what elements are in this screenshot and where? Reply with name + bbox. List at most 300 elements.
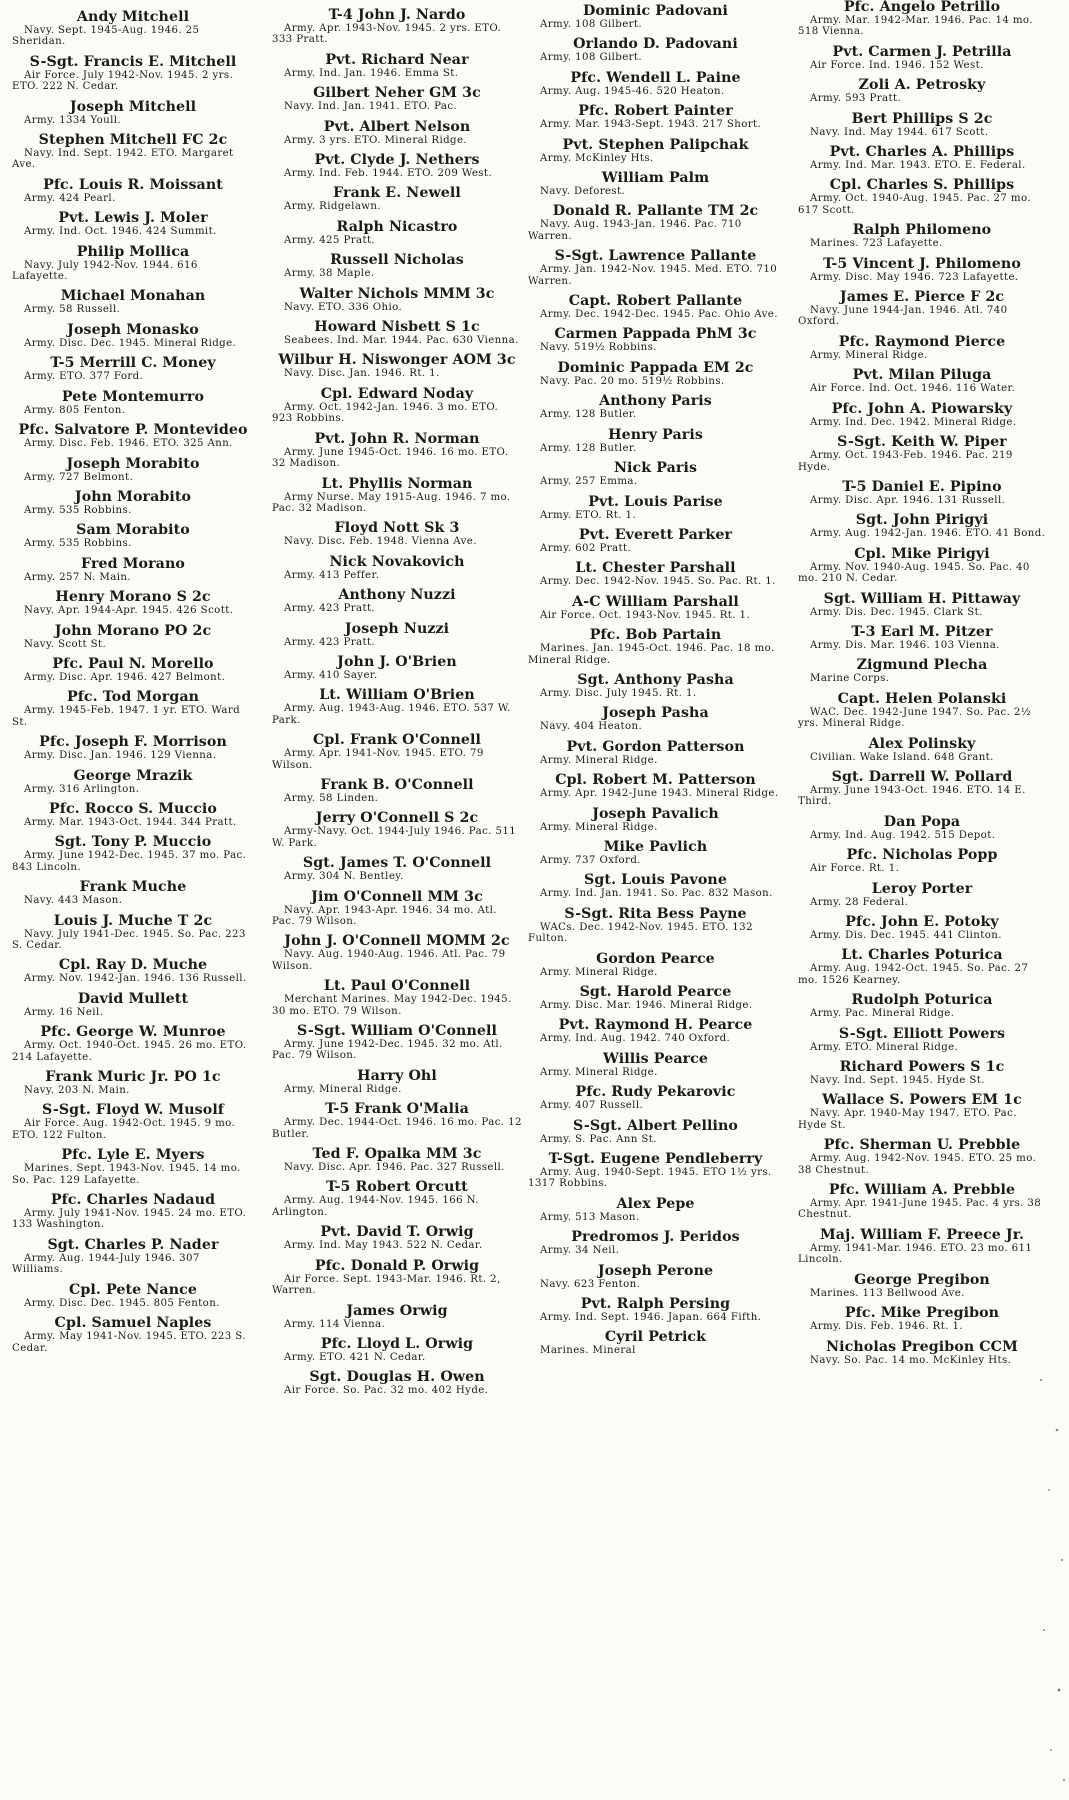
roster-entry [528, 807, 783, 833]
entry-details: Army. Disc. Dec. 1945. 805 Fenton. [24, 1297, 220, 1309]
entry-name: John J. O'Connell MOMM 2c [284, 933, 510, 950]
roster-entry [798, 1273, 1046, 1299]
roster-entry [272, 387, 522, 425]
entry-name: John J. O'Brien [337, 653, 457, 670]
entry-details: Navy. Apr. 1940-May 1947. ETO. Pac. Hyde St. [798, 1108, 1017, 1131]
roster-entry [528, 740, 783, 766]
entry-details: Army. 108 Gilbert. [540, 19, 643, 30]
roster-entry [798, 290, 1046, 328]
entry-details: Army. 593 Pratt. [810, 93, 902, 105]
roster-entry [528, 1264, 783, 1290]
roster-entry [12, 735, 254, 761]
entry-details: Air Force. Ind. 1946. 152 West. [810, 59, 984, 71]
entry-name: Carmen Pappada PhM 3c [554, 326, 757, 343]
entry-details: Army. Dec. 1942-Nov. 1945. So. Pac. Rt. 1. [540, 576, 776, 588]
roster-entry [798, 915, 1046, 941]
entry-details: Army. Oct. 1940-Aug. 1945. Pac. 27 mo. 617 Scott. [798, 193, 1031, 216]
entry-name: T-5 Robert Orcutt [326, 1179, 468, 1196]
entry-details: Army. June 1943-Oct. 1946. ETO. 14 E. Third. [798, 784, 1026, 808]
entry-details: Army. June 1942-Dec. 1945. 37 mo. Pac. 843 Lincoln. [12, 850, 247, 873]
roster-entry [272, 979, 522, 1017]
roster-entry [528, 907, 783, 945]
roster-entry [12, 1025, 254, 1063]
entry-details: Army. 114 Vienna. [284, 1318, 386, 1330]
entry-details: Army. Mar. 1943-Sept. 1943. 217 Short. [540, 119, 762, 131]
roster-entry [528, 204, 783, 242]
entry-details: Army. Ind. Aug. 1942. 515 Depot. [810, 829, 996, 841]
entry-name: Anthony Paris [599, 393, 712, 410]
entry-details: Army. ETO. Mineral Ridge. [810, 1041, 959, 1053]
roster-entry [272, 1102, 522, 1140]
roster-entry [272, 153, 522, 179]
roster-entry [528, 294, 783, 320]
entry-name: Louis J. Muche T 2c [53, 912, 213, 929]
entry-name: Cpl. Mike Pirigyi [854, 545, 990, 562]
entry-details: Army-Navy. Oct. 1944-July 1946. Pac. 511 W. Park. [272, 826, 517, 849]
entry-details: Navy. So. Pac. 14 mo. McKinley Hts. [810, 1354, 1012, 1366]
entry-name: Pvt. David T. Orwig [320, 1224, 474, 1241]
entry-name: Sgt. Darrell W. Pollard [831, 768, 1013, 785]
roster-entry [798, 223, 1046, 249]
roster-entry [272, 1337, 522, 1363]
roster-entry [798, 1093, 1046, 1131]
entry-name: Pvt. Albert Nelson [323, 118, 471, 135]
roster-entry [272, 934, 522, 972]
entry-details: Army. Aug. 1945-46. 520 Heaton. [540, 85, 725, 97]
entry-details: Army. Oct. 1943-Feb. 1946. Pac. 219 Hyde. [798, 450, 1013, 473]
roster-entry [528, 1018, 783, 1044]
entry-name: Zoli A. Petrosky [858, 77, 986, 94]
entry-details: Army. 3 yrs. ETO. Mineral Ridge. [284, 134, 468, 146]
entry-details: Army. Disc. Apr. 1946. 427 Belmont. [24, 671, 226, 683]
entry-name: Russell Nicholas [330, 252, 464, 269]
roster-entry [272, 655, 522, 681]
entry-name: William Palm [601, 170, 710, 187]
entry-name: Pfc. Mike Pregibon [844, 1305, 1000, 1322]
entry-name: Walter Nichols MMM 3c [299, 285, 495, 302]
entry-name: Alex Polinsky [868, 735, 976, 752]
entry-name: Pfc. Robert Painter [578, 103, 733, 120]
entry-details: Navy. Sept. 1945-Aug. 1946. 25 Sheridan. [12, 25, 200, 48]
roster-entry [12, 835, 254, 873]
entry-details: WACs. Dec. 1942-Nov. 1945. ETO. 132 Fulton. [528, 921, 753, 945]
entry-name: Nick Paris [613, 460, 698, 477]
roster-entry [272, 86, 522, 112]
roster-entry [798, 770, 1046, 808]
entry-name: Pete Montemurro [61, 388, 205, 405]
entry-name: Sgt. Louis Pavone [584, 872, 727, 889]
entry-details: Merchant Marines. May 1942-Dec. 1945. 30 mo. ETO. 79 Wilson. [272, 994, 512, 1017]
entry-name: Leroy Porter [871, 880, 973, 897]
entry-details: Navy. 203 N. Main. [24, 1085, 130, 1097]
entry-name: Ralph Nicastro [336, 218, 458, 235]
entry-name: Floyd Nott Sk 3 [334, 520, 460, 537]
roster-entry [12, 523, 254, 549]
entry-name: Sgt. Harold Pearce [579, 984, 732, 1000]
roster-entry [528, 595, 783, 621]
entry-details: Army. 128 Butler. [540, 442, 637, 454]
entry-details: Army. Mar. 1943-Oct. 1944. 344 Pratt. [24, 816, 237, 828]
roster-entry [798, 1027, 1046, 1053]
entry-details: Army Nurse. May 1915-Aug. 1946. 7 mo. Pac. 32 Madison. [272, 491, 511, 514]
entry-details: Navy. 443 Mason. [24, 895, 123, 907]
entry-details: Army. 805 Fenton. [24, 404, 126, 416]
entry-name: Bert Phillips S 2c [851, 110, 993, 127]
entry-name: Capt. Robert Pallante [568, 293, 743, 310]
roster-entry [272, 120, 522, 146]
entry-name: Cpl. Ray D. Muche [58, 957, 208, 974]
entry-name: Frank E. Newell [333, 185, 461, 202]
entry-details: Army. Ind. Jan. 1941. So. Pac. 832 Mason. [540, 888, 773, 900]
entry-name: Joseph Perone [597, 1262, 714, 1279]
roster-entry [528, 840, 783, 866]
entry-details: Navy. Aug. 1940-Aug. 1946. Atl. Pac. 79 Wilson. [272, 949, 506, 972]
roster-entry [12, 958, 254, 984]
entry-name: Joseph Monasko [67, 321, 199, 338]
entry-name: Joseph Mitchell [69, 98, 197, 115]
entry-name: S-Sgt. Albert Pellino [573, 1117, 738, 1134]
entry-name: Pfc. Nicholas Popp [846, 847, 998, 864]
entry-details: Army. Dis. Dec. 1945. Clark St. [810, 606, 983, 618]
entry-details: Marines. 723 Lafayette. [810, 238, 943, 250]
roster-entry [272, 220, 522, 246]
entry-name: T-3 Earl M. Pitzer [851, 623, 993, 640]
entry-details: Army. ETO. 377 Ford. [24, 371, 144, 383]
roster-entry [272, 1259, 522, 1297]
roster-entry [798, 435, 1046, 473]
roster-entry [12, 590, 254, 616]
roster-entry [272, 1370, 522, 1396]
roster-entry [798, 513, 1046, 539]
roster-entry [12, 490, 254, 516]
roster-entry [528, 1230, 783, 1256]
entry-details: Marines. Jan. 1945-Oct. 1946. Pac. 18 mo. Mineral Ridge. [528, 643, 775, 666]
entry-details: Army. 1941-Mar. 1946. ETO. 23 mo. 611 Lincoln. [798, 1242, 1033, 1266]
entry-details: Army. Disc. May 1946. 723 Lafayette. [810, 271, 1019, 283]
entry-details: Navy. Disc. Jan. 1946. Rt. 1. [284, 368, 440, 380]
roster-entry [12, 769, 254, 795]
entry-name: Pvt. Lewis J. Moler [58, 210, 208, 227]
entry-details: Army. Aug. 1944-Nov. 1945. 166 N. Arlington. [272, 1195, 479, 1218]
entry-details: Army. Aug. 1943-Aug. 1946. ETO. 537 W. Park. [272, 703, 511, 726]
entry-details: Army. Dec. 1942-Dec. 1945. Pac. Ohio Ave. [540, 309, 778, 321]
roster-entry [528, 327, 783, 353]
roster-entry [272, 1304, 522, 1330]
roster-entry [528, 628, 783, 666]
roster-entry [272, 1225, 522, 1251]
roster-entry [798, 257, 1046, 283]
roster-entry [272, 555, 522, 581]
entry-name: Pfc. Salvatore P. Montevideo [18, 422, 248, 439]
entry-name: Donald R. Pallante TM 2c [552, 203, 759, 220]
entry-name: S-Sgt. Keith W. Piper [837, 434, 1007, 451]
entry-details: Army. Dis. Dec. 1945. 441 Clinton. [810, 930, 1002, 941]
entry-details: Army. Disc. Jan. 1946. 129 Vienna. [24, 750, 217, 762]
roster-entry [798, 1228, 1046, 1266]
entry-name: Pvt. Stephen Palipchak [562, 136, 749, 153]
entry-details: Army. Disc. Apr. 1946. 131 Russell. [810, 494, 1006, 506]
entry-name: T-Sgt. Eugene Pendleberry [548, 1151, 763, 1168]
entry-details: Army. Ridgelawn. [284, 201, 382, 213]
entry-details: Army. Nov. 1942-Jan. 1946. 136 Russell. [24, 973, 247, 985]
entry-name: S-Sgt. William O'Connell [297, 1023, 497, 1040]
entry-details: Air Force. Rt. 1. [810, 863, 900, 875]
roster-entry [528, 394, 783, 420]
entry-details: Air Force. So. Pac. 32 mo. 402 Hyde. [284, 1385, 489, 1397]
entry-name: Pfc. Charles Nadaud [50, 1192, 216, 1209]
roster-entry [12, 1148, 254, 1186]
roster-entry [528, 138, 783, 164]
entry-details: Army. 304 N. Bentley. [284, 871, 404, 883]
roster-entry [528, 4, 783, 30]
roster-entry [798, 592, 1046, 618]
entry-details: Army. 38 Maple. [284, 268, 375, 280]
entry-name: Willis Pearce [602, 1050, 709, 1067]
roster-entry [528, 1330, 783, 1356]
entry-name: Pfc. Angelo Petrillo [843, 0, 1001, 15]
roster-entry [528, 985, 783, 1011]
roster-entry [798, 112, 1046, 138]
entry-name: Pfc. John A. Piowarsky [831, 400, 1013, 417]
roster-entry [12, 178, 254, 204]
roster-entry [798, 178, 1046, 216]
entry-details: Army. 316 Arlington. [24, 783, 140, 795]
entry-details: Army. 410 Sayer. [284, 669, 378, 681]
entry-details: Army. June 1942-Dec. 1945. 32 mo. Atl. Pac. 79 Wilson. [272, 1039, 503, 1062]
roster-entry [12, 1238, 254, 1276]
roster-entry [798, 1183, 1046, 1221]
entry-details: Army. 602 Pratt. [540, 542, 632, 554]
roster-entry [12, 914, 254, 952]
entry-details: Army. Ind. Oct. 1946. 424 Summit. [24, 226, 217, 238]
entry-details: Army. 425 Pratt. [284, 234, 376, 246]
entry-details: Army. Apr. 1943-Nov. 1945. 2 yrs. ETO. 333 Pratt. [272, 23, 502, 46]
entry-details: Army. 727 Belmont. [24, 471, 134, 483]
roster-entry [12, 133, 254, 171]
entry-name: Lt. Chester Parshall [575, 560, 736, 577]
roster-entry [528, 37, 783, 63]
roster-entry [528, 706, 783, 732]
roster-entry [12, 390, 254, 416]
entry-details: Marines. Mineral [540, 1345, 636, 1357]
roster-entry [12, 245, 254, 283]
entry-details: Army. 257 N. Main. [24, 571, 131, 583]
roster-entry [798, 815, 1046, 841]
entry-name: John Morano PO 2c [54, 622, 212, 639]
entry-details: Army. Mineral Ridge. [540, 1066, 658, 1078]
roster-entry [12, 100, 254, 126]
entry-details: Army. Nov. 1940-Aug. 1945. So. Pac. 40 mo. 210 N. Cedar. [798, 561, 1030, 585]
roster-entry [272, 477, 522, 515]
entry-details: Army. Ind. May 1943. 522 N. Cedar. [284, 1240, 483, 1252]
entry-details: Army. Disc. Mar. 1946. Mineral Ridge. [540, 1000, 753, 1011]
entry-details: Navy. 404 Heaton. [540, 721, 643, 733]
entry-name: Capt. Helen Polanski [837, 690, 1007, 707]
entry-name: Pvt. Louis Parise [588, 493, 723, 510]
entry-name: Rudolph Poturica [851, 992, 993, 1009]
roster-entry [272, 53, 522, 79]
entry-details: Army. 58 Linden. [284, 792, 379, 804]
entry-name: S-Sgt. Floyd W. Musolf [41, 1102, 225, 1119]
entry-details: Army. Mineral Ridge. [810, 349, 928, 361]
entry-name: Joseph Nuzzi [344, 620, 450, 637]
roster-entry [528, 1152, 783, 1190]
roster-entry [528, 1297, 783, 1323]
entry-name: Richard Powers S 1c [839, 1059, 1005, 1076]
entry-name: S-Sgt. Francis E. Mitchell [29, 53, 237, 70]
roster-entry [12, 624, 254, 650]
roster-entry [272, 811, 522, 849]
entry-name: Pfc. Tod Morgan [66, 689, 200, 706]
entry-name: Michael Monahan [60, 288, 206, 305]
entry-name: Lt. Phyllis Norman [321, 475, 473, 492]
entry-name: Sgt. James T. O'Connell [302, 855, 492, 872]
entry-name: Sgt. Charles P. Nader [47, 1236, 219, 1253]
entry-name: Pfc. Paul N. Morello [52, 655, 214, 672]
entry-details: Navy. Scott St. [24, 638, 107, 650]
roster-entry [798, 402, 1046, 428]
roster-entry [12, 880, 254, 906]
entry-name: T-5 Vincent J. Philomeno [823, 255, 1021, 272]
roster-entry [12, 690, 254, 728]
entry-name: Joseph Pavalich [592, 805, 719, 822]
entry-details: Army. Ind. Sept. 1946. Japan. 664 Fifth. [540, 1312, 762, 1324]
entry-details: Army. Disc. Dec. 1945. Mineral Ridge. [24, 337, 237, 349]
entry-name: Henry Paris [608, 426, 703, 443]
entry-details: Army. 1334 Youll. [24, 114, 122, 126]
entry-name: Pvt. Ralph Persing [580, 1296, 731, 1313]
paper-speckle-texture [1029, 1350, 1069, 1800]
entry-name: Frank Muric Jr. PO 1c [45, 1069, 221, 1086]
entry-details: Navy. Pac. 20 mo. 519½ Robbins. [540, 375, 725, 387]
entry-details: Army. ETO. 421 N. Cedar. [284, 1351, 426, 1363]
entry-details: Army. 257 Emma. [540, 476, 638, 488]
entry-details: Army. Mineral Ridge. [540, 821, 658, 833]
entry-name: Pfc. Joseph F. Morrison [39, 734, 227, 751]
roster-entry [528, 495, 783, 521]
entry-details: Army. 424 Pearl. [24, 192, 116, 204]
entry-name: Jerry O'Connell S 2c [315, 810, 479, 827]
entry-name: Anthony Nuzzi [338, 587, 456, 604]
entry-name: Cpl. Samuel Naples [54, 1315, 212, 1332]
entry-name: Pfc. Rocco S. Muccio [49, 800, 217, 817]
entry-details: Army. 1945-Feb. 1947. 1 yr. ETO. Ward St. [12, 705, 241, 728]
roster-entry [12, 1316, 254, 1354]
entry-name: Pfc. Lyle E. Myers [61, 1147, 205, 1164]
roster-entry [528, 952, 783, 978]
entry-name: James Orwig [346, 1302, 448, 1319]
entry-name: Pfc. Raymond Pierce [838, 333, 1006, 350]
entry-details: Air Force. Sept. 1943-Mar. 1946. Rt. 2, Warren. [272, 1273, 501, 1297]
entry-details: Navy. Ind. May 1944. 617 Scott. [810, 126, 989, 138]
roster-entry [798, 1060, 1046, 1086]
entry-details: Army. May 1941-Nov. 1945. ETO. 223 S. Cedar. [12, 1331, 246, 1354]
roster-entry [272, 688, 522, 726]
entry-name: Pfc. Louis R. Moissant [43, 176, 223, 193]
entry-details: Navy. Ind. Sept. 1945. Hyde St. [810, 1075, 985, 1087]
column-2 [272, 8, 522, 1404]
roster-entry [528, 873, 783, 899]
entry-details: Army. Aug. 1940-Sept. 1945. ETO 1½ yrs. 1317 Robbins. [528, 1167, 772, 1190]
entry-details: Army. 34 Neil. [540, 1245, 620, 1257]
roster-entry [272, 1180, 522, 1218]
roster-entry [528, 1197, 783, 1223]
entry-details: Navy. Disc. Feb. 1948. Vienna Ave. [284, 536, 477, 548]
entry-name: Lt. Charles Poturica [841, 947, 1003, 964]
entry-details: Army. Dis. Feb. 1946. Rt. 1. [810, 1321, 963, 1333]
entry-details: Navy. July 1941-Dec. 1945. So. Pac. 223 S. Cedar. [12, 928, 246, 951]
entry-details: Army. Ind. Mar. 1943. ETO. E. Federal. [810, 160, 1026, 172]
entry-name: Alex Pepe [616, 1195, 695, 1212]
entry-details: Army. Ind. Jan. 1946. Emma St. [284, 67, 459, 79]
entry-name: George Mrazik [73, 767, 193, 784]
entry-details: Air Force. Ind. Oct. 1946. 116 Water. [810, 383, 1016, 395]
roster-entry [12, 557, 254, 583]
entry-name: Lt. Paul O'Connell [323, 978, 471, 995]
roster-entry [12, 211, 254, 237]
entry-details: Army. 108 Gilbert. [540, 52, 643, 64]
entry-details: Army. Ind. Aug. 1942. 740 Oxford. [540, 1033, 731, 1045]
roster-entry [528, 1119, 783, 1145]
roster-entry [528, 461, 783, 487]
entry-details: Army. Mar. 1942-Mar. 1946. Pac. 14 mo. 518 Vienna. [798, 15, 1033, 38]
entry-name: Pvt. Gordon Patterson [566, 738, 745, 755]
entry-details: Navy. ETO. 336 Ohio. [284, 301, 403, 313]
entry-details: Army. Apr. 1942-June 1943. Mineral Ridge. [540, 788, 779, 800]
entry-name: Stephen Mitchell FC 2c [38, 132, 228, 149]
entry-name: Dominic Pappada EM 2c [557, 359, 754, 376]
entry-name: Nicholas Pregibon CCM [826, 1338, 1018, 1355]
roster-entry [12, 323, 254, 349]
roster-entry [528, 561, 783, 587]
entry-details: Army. McKinley Hts. [540, 152, 654, 164]
entry-details: Navy. Deforest. [540, 186, 626, 198]
entry-name: Pfc. Wendell L. Paine [570, 69, 741, 86]
roster-entry [272, 320, 522, 346]
entry-details: Army. 513 Mason. [540, 1211, 640, 1223]
roster-entry [798, 692, 1046, 730]
entry-name: Pfc. Sherman U. Prebble [823, 1137, 1021, 1154]
entry-name: Howard Nisbett S 1c [314, 319, 480, 336]
entry-details: Army. Pac. Mineral Ridge. [810, 1008, 955, 1020]
entry-name: Sgt. Anthony Pasha [577, 671, 734, 688]
entry-details: Army. Ind. Feb. 1944. ETO. 209 West. [284, 168, 493, 180]
roster-entry [272, 1147, 522, 1173]
entry-name: Pvt. John R. Norman [314, 430, 480, 447]
roster-entry [12, 657, 254, 683]
entry-details: Seabees. Ind. Mar. 1944. Pac. 630 Vienna. [284, 335, 519, 347]
roster-entry [12, 10, 254, 48]
entry-name: Gilbert Neher GM 3c [313, 85, 481, 102]
entry-details: Army. Ind. Dec. 1942. Mineral Ridge. [810, 416, 1017, 428]
column-3 [528, 4, 783, 1364]
entry-name: Pfc. William A. Prebble [828, 1182, 1016, 1199]
entry-details: Navy. Apr. 1944-Apr. 1945. 426 Scott. [24, 605, 234, 617]
entry-name: Cpl. Edward Noday [320, 385, 474, 402]
roster-entry [12, 356, 254, 382]
entry-details: Army. July 1941-Nov. 1945. 24 mo. ETO. 133 Washington. [12, 1208, 247, 1231]
entry-details: Army. Oct. 1940-Oct. 1945. 26 mo. ETO. 214 Lafayette. [12, 1040, 247, 1063]
roster-entry [798, 145, 1046, 171]
roster-entry [798, 625, 1046, 651]
roster-entry [798, 78, 1046, 104]
roster-entry [272, 1069, 522, 1095]
entry-details: Marines. 113 Bellwood Ave. [810, 1287, 965, 1299]
entry-details: Army. 128 Butler. [540, 409, 637, 421]
entry-name: Andy Mitchell [76, 9, 190, 25]
entry-details: Army. 737 Oxford. [540, 854, 641, 866]
entry-details: Army. Jan. 1942-Nov. 1945. Med. ETO. 710 Warren. [528, 264, 778, 287]
